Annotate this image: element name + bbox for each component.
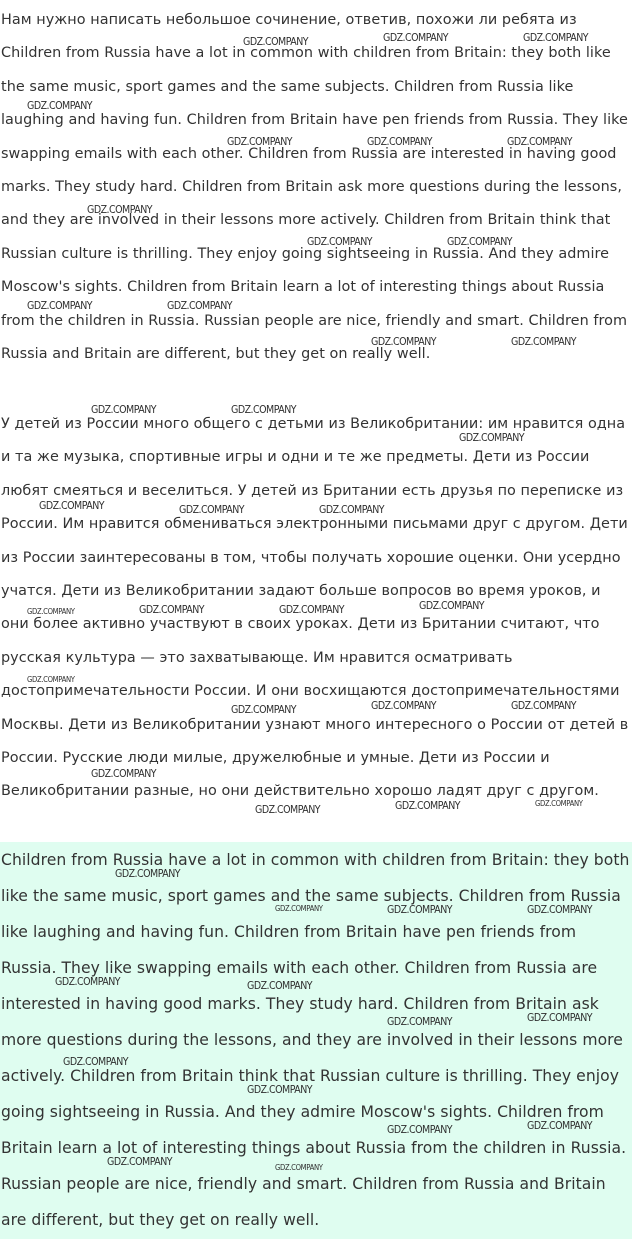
watermark: GDZ.COMPANY [279, 603, 345, 616]
answer-paragraph: Children from Russia have a lot in common with children from Britain: they both like the same music, sport games and the same subjects. Children from Russia like laughing and having fun. Children from Britain have pen friends from Russia. They like swapping emails with each other. Children from Russia are interested in having good marks. They study hard. Children from Britain ask more questions during the lessons, and they are involved in their lessons more actively. Children from Britain think that Russian culture is thrilling. They enjoy going sightseeing in Russia. And they admire Moscow's sights. Children from Britain learn a lot of interesting things about Russia from the children in Russia. Russian people are nice, friendly and smart. Children from Russia and Britain are different, but they get on really well. [1, 851, 630, 1229]
watermark: GDZ.COMPANY [459, 431, 525, 444]
watermark: GDZ.COMPANY [231, 703, 297, 716]
watermark: GDZ.COMPANY [39, 499, 105, 512]
watermark: GDZ.COMPANY [535, 799, 583, 808]
watermark: GDZ.COMPANY [107, 1155, 173, 1168]
watermark: GDZ.COMPANY [387, 903, 453, 916]
watermark: GDZ.COMPANY [91, 403, 157, 416]
watermark: GDZ.COMPANY [527, 1119, 593, 1132]
watermark: GDZ.COMPANY [275, 1163, 323, 1172]
watermark: GDZ.COMPANY [307, 235, 373, 248]
russian-translation-paragraph: У детей из России много общего с детьми из Великобритании: им нравится одна и та же музыка, спортивные игры и одни и те же предметы. Дети из России любят смеяться и веселиться. У детей из Британии есть друзья по переписке из России. Им нравится обмениваться электронными письмами друг с другом. Дети из России заинтересованы в том, чтобы получать хорошие оценки. Они усердно учатся. Дети из Великобритании задают больше вопросов во время уроков, и они более активно участвуют в своих уроках. Дети из Британии считают, что русская культура — это захватывающе. Им нравится осматривать достопримечательности России. И они восхищаются достопримечательностями Москвы. Дети из Великобритании узнают много интересного о России от детей в России. Русские люди милые, дружелюбные и умные. Дети из России и Великобритании разные, но они действительно хорошо ладят друг с другом. [1, 416, 629, 800]
watermark: GDZ.COMPANY [243, 35, 309, 48]
intro-paragraph: Нам нужно написать небольшое сочинение, ответив, похожи ли ребята из Children from Russia have a lot in common with children from Britain: they both like the same music, sport games and the same subjects. Children from Russia like laughing and having fun. Children from Britain have pen friends from Russia. They like swapping emails with each other. Children from Russia are interested in having good marks. They study hard. Children from Britain ask more questions during the lessons, and they are involved in their lessons more actively. Children from Britain think that Russian culture is thrilling. They enjoy going sightseeing in Russia. And they admire Moscow's sights. Children from Britain learn a lot of interesting things about Russia from the children in Russia. Russian people are nice, friendly and smart. Children from Russia and Britain are different, but they get on really well. [1, 12, 628, 363]
watermark: GDZ.COMPANY [139, 603, 205, 616]
watermark: GDZ.COMPANY [319, 503, 385, 516]
watermark: GDZ.COMPANY [247, 979, 313, 992]
watermark: GDZ.COMPANY [87, 203, 153, 216]
watermark: GDZ.COMPANY [447, 235, 513, 248]
watermark: GDZ.COMPANY [523, 31, 589, 44]
watermark: GDZ.COMPANY [227, 135, 293, 148]
watermark: GDZ.COMPANY [231, 403, 297, 416]
watermark: GDZ.COMPANY [387, 1123, 453, 1136]
watermark: GDZ.COMPANY [55, 975, 121, 988]
watermark: GDZ.COMPANY [511, 335, 577, 348]
watermark: GDZ.COMPANY [275, 904, 323, 913]
watermark: GDZ.COMPANY [167, 299, 233, 312]
watermark: GDZ.COMPANY [527, 1011, 593, 1024]
watermark: GDZ.COMPANY [367, 135, 433, 148]
watermark: GDZ.COMPANY [527, 903, 593, 916]
watermark: GDZ.COMPANY [255, 803, 321, 816]
watermark: GDZ.COMPANY [383, 31, 449, 44]
watermark: GDZ.COMPANY [371, 699, 437, 712]
watermark: GDZ.COMPANY [395, 799, 461, 812]
watermark: GDZ.COMPANY [419, 599, 485, 612]
watermark: GDZ.COMPANY [63, 1055, 129, 1068]
watermark: GDZ.COMPANY [27, 299, 93, 312]
watermark: GDZ.COMPANY [247, 1083, 313, 1096]
answer-block [0, 842, 632, 1239]
watermark: GDZ.COMPANY [27, 607, 75, 616]
watermark: GDZ.COMPANY [115, 867, 181, 880]
watermark: GDZ.COMPANY [27, 99, 93, 112]
watermark: GDZ.COMPANY [511, 699, 577, 712]
watermark: GDZ.COMPANY [91, 767, 157, 780]
watermark: GDZ.COMPANY [387, 1015, 453, 1028]
watermark: GDZ.COMPANY [179, 503, 245, 516]
watermark: GDZ.COMPANY [27, 675, 75, 684]
watermark: GDZ.COMPANY [507, 135, 573, 148]
watermark: GDZ.COMPANY [371, 335, 437, 348]
